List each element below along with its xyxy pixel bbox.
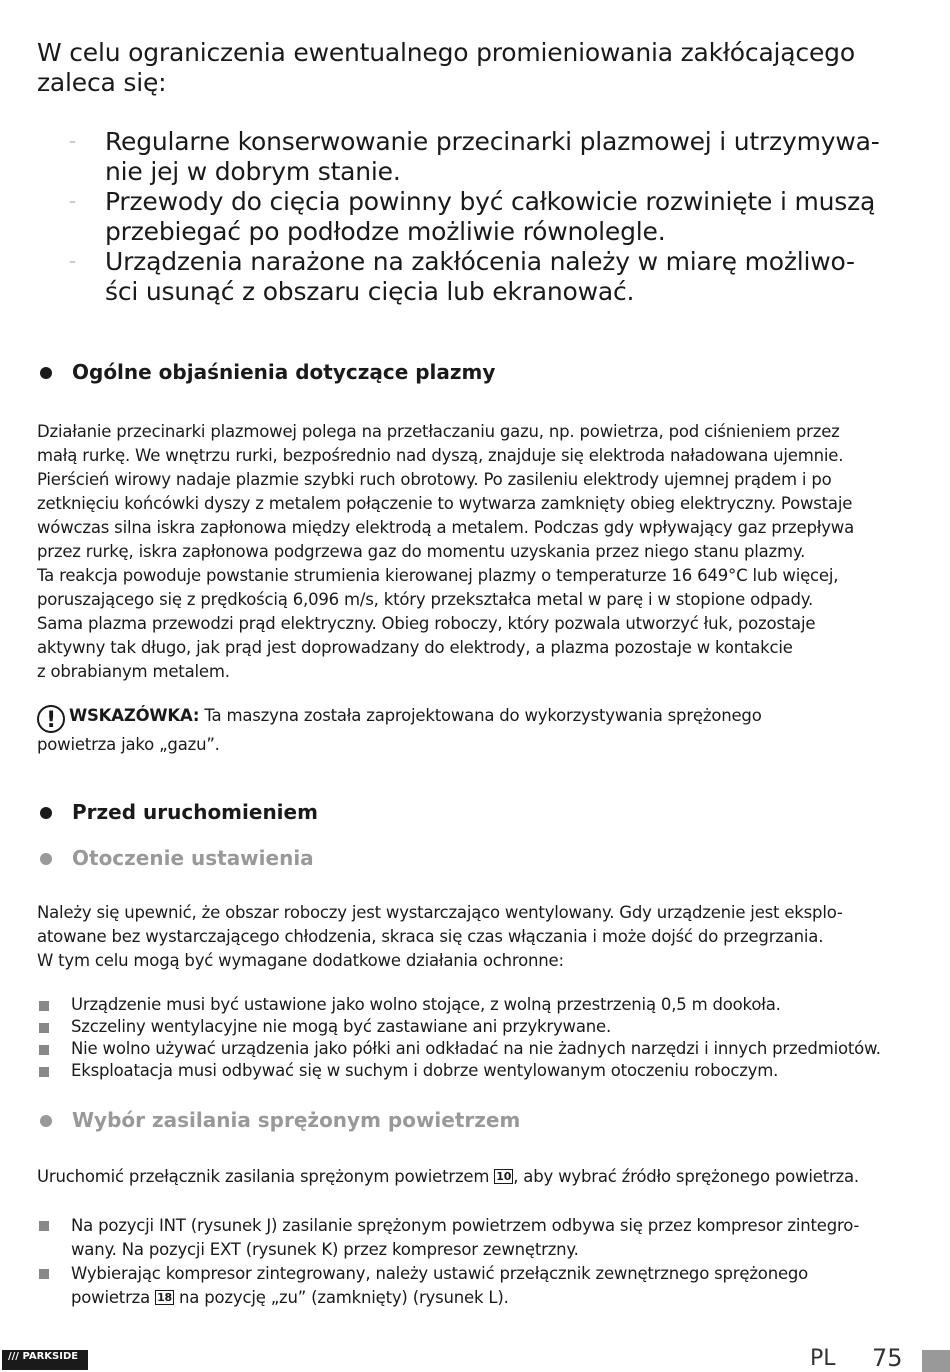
page-tab-marker xyxy=(922,1350,950,1372)
dash-icon: – xyxy=(69,254,76,270)
square-list xyxy=(37,994,881,1082)
line: Urządzenia narażone na zakłócenia należy w miarę możliwo- xyxy=(105,247,855,276)
heading-text: Ogólne objaśnienia dotyczące plazmy xyxy=(72,360,496,384)
text: Uruchomić przełącznik zasilania sprężonym powietrzem xyxy=(37,1167,495,1186)
line: zetknięciu końcówki dyszy z metalem połączenie to wytwarza zamknięty obieg elektryczny. Powstaje xyxy=(37,494,853,513)
line: Pierścień wirowy nadaje plazmie szybki ruch obrotowy. Po zasileniu elektrody ujemnej prądem i po xyxy=(37,470,832,489)
line: Urządzenie musi być ustawione jako wolno stojące, z wolną przestrzenią 0,5 m dookoła. xyxy=(71,995,781,1014)
subsection-heading xyxy=(37,844,314,872)
logo-text: /// PARKSIDE xyxy=(8,1351,79,1362)
bullet-icon xyxy=(40,853,52,865)
line: aktywny tak długo, jak prąd jest doprowadzany do elektrody, a plazma pozostaje w kontakcie xyxy=(37,638,793,657)
square-bullet-icon xyxy=(39,1067,49,1077)
heading-text: Wybór zasilania sprężonym powietrzem xyxy=(72,1108,521,1132)
list-item xyxy=(37,247,880,307)
line: poruszającego się z prędkością 6,096 m/s, który przekształca metal w parę i w stopione odpady. xyxy=(37,590,813,609)
list-item xyxy=(37,1060,881,1082)
line: wówczas silna iskra zapłonowa między elektrodą a metalem. Podczas gdy wpływający gaz przepływa xyxy=(37,518,854,537)
square-bullet-icon xyxy=(39,1045,49,1055)
note-text: Ta maszyna została zaprojektowana do wykorzystywania sprężonego xyxy=(199,706,762,725)
line: małą rurkę. We wnętrzu rurki, bezpośrednio nad dyszą, znajduje się elektroda naładowana ujemnie. xyxy=(37,446,844,465)
line: z obrabianym metalem. xyxy=(37,662,230,681)
ref-number: 18 xyxy=(157,1291,172,1304)
line: atowane bez wystarczającego chłodzenia, skraca się czas włączania i może dojść do przegrzania. xyxy=(37,927,824,946)
text: , aby wybrać źródło sprężonego powietrza. xyxy=(513,1167,859,1186)
line: Wybierając kompresor zintegrowany, należy ustawić przełącznik zewnętrznego sprężonego xyxy=(71,1264,809,1283)
line: przez rurkę, iskra zapłonowa podgrzewa gaz do momentu uzyskania przez niego stanu plazmy. xyxy=(37,542,806,561)
square-bullet-icon xyxy=(39,1023,49,1033)
heading-text: Otoczenie ustawienia xyxy=(72,846,314,870)
exclamation-icon: ! xyxy=(37,705,65,733)
dash-list xyxy=(37,127,880,307)
bullet-icon xyxy=(40,807,52,819)
note-text: powietrza jako „gazu”. xyxy=(37,735,220,754)
line: Szczeliny wentylacyjne nie mogą być zastawiane ani przykrywane. xyxy=(71,1017,611,1036)
line: Na pozycji INT (rysunek J) zasilanie sprężonym powietrzem odbywa się przez kompresor zintegro- xyxy=(71,1216,860,1235)
page-number: 75 xyxy=(872,1344,903,1372)
line: W tym celu mogą być wymagane dodatkowe działania ochronne: xyxy=(37,951,564,970)
square-list xyxy=(37,1214,859,1310)
line: Nie wolno używać urządzenia jako półki ani odkładać na nie żadnych narzędzi i innych przedmiotów. xyxy=(71,1039,881,1058)
line: nie jej w dobrym stanie. xyxy=(105,157,401,186)
language-code: PL xyxy=(810,1346,836,1371)
note xyxy=(37,704,762,757)
intro-line: zaleca się: xyxy=(37,68,167,97)
line: Ta reakcja powoduje powstanie strumienia kierowanej plazmy o temperaturze 16 649°C lub więcej, xyxy=(37,566,839,585)
line: Należy się upewnić, że obszar roboczy jest wystarczająco wentylowany. Gdy urządzenie jest eksplo- xyxy=(37,903,843,922)
list-item xyxy=(37,1262,859,1310)
section-heading xyxy=(37,798,318,826)
bullet-icon xyxy=(40,367,52,379)
note-label: WSKAZÓWKA: xyxy=(69,706,200,725)
square-bullet-icon xyxy=(39,1001,49,1011)
square-bullet-icon xyxy=(39,1221,49,1231)
parkside-logo xyxy=(2,1350,88,1370)
list-item xyxy=(37,1038,881,1060)
line: Przewody do cięcia powinny być całkowicie rozwinięte i muszą xyxy=(105,187,876,216)
line: ści usunąć z obszaru cięcia lub ekranować. xyxy=(105,277,635,306)
line: wany. Na pozycji EXT (rysunek K) przez kompresor zewnętrzny. xyxy=(71,1240,579,1259)
text: na pozycję „zu” (zamknięty) (rysunek L). xyxy=(174,1288,509,1307)
section1-paragraph xyxy=(37,420,854,684)
line: Regularne konserwowanie przecinarki plazmowej i utrzymywa- xyxy=(105,127,880,156)
intro-text xyxy=(37,38,855,98)
section-heading xyxy=(37,358,495,386)
intro-line: W celu ograniczenia ewentualnego promieniowania zakłócającego xyxy=(37,38,855,67)
list-item xyxy=(37,1016,881,1038)
dash-icon: – xyxy=(69,194,76,210)
line: przebiegać po podłodze możliwie równolegle. xyxy=(105,217,666,246)
line: Sama plazma przewodzi prąd elektryczny. Obieg roboczy, który pozwala utworzyć łuk, pozostaje xyxy=(37,614,816,633)
list-item xyxy=(37,1214,859,1262)
line: Eksploatacja musi odbywać się w suchym i dobrze wentylowanym otoczeniu roboczym. xyxy=(71,1061,779,1080)
section4-paragraph xyxy=(37,1165,859,1189)
section3-paragraph xyxy=(37,901,843,973)
square-bullet-icon xyxy=(39,1269,49,1279)
list-item xyxy=(37,127,880,187)
dash-icon: – xyxy=(69,134,76,150)
list-item xyxy=(37,994,881,1016)
subsection-heading xyxy=(37,1106,520,1134)
list-item xyxy=(37,187,880,247)
line: Działanie przecinarki plazmowej polega na przetłaczaniu gazu, np. powietrza, pod ciśnieniem przez xyxy=(37,422,840,441)
text: powietrza xyxy=(71,1288,156,1307)
heading-text: Przed uruchomieniem xyxy=(72,800,318,824)
bullet-icon xyxy=(40,1115,52,1127)
ref-number: 10 xyxy=(496,1170,512,1183)
